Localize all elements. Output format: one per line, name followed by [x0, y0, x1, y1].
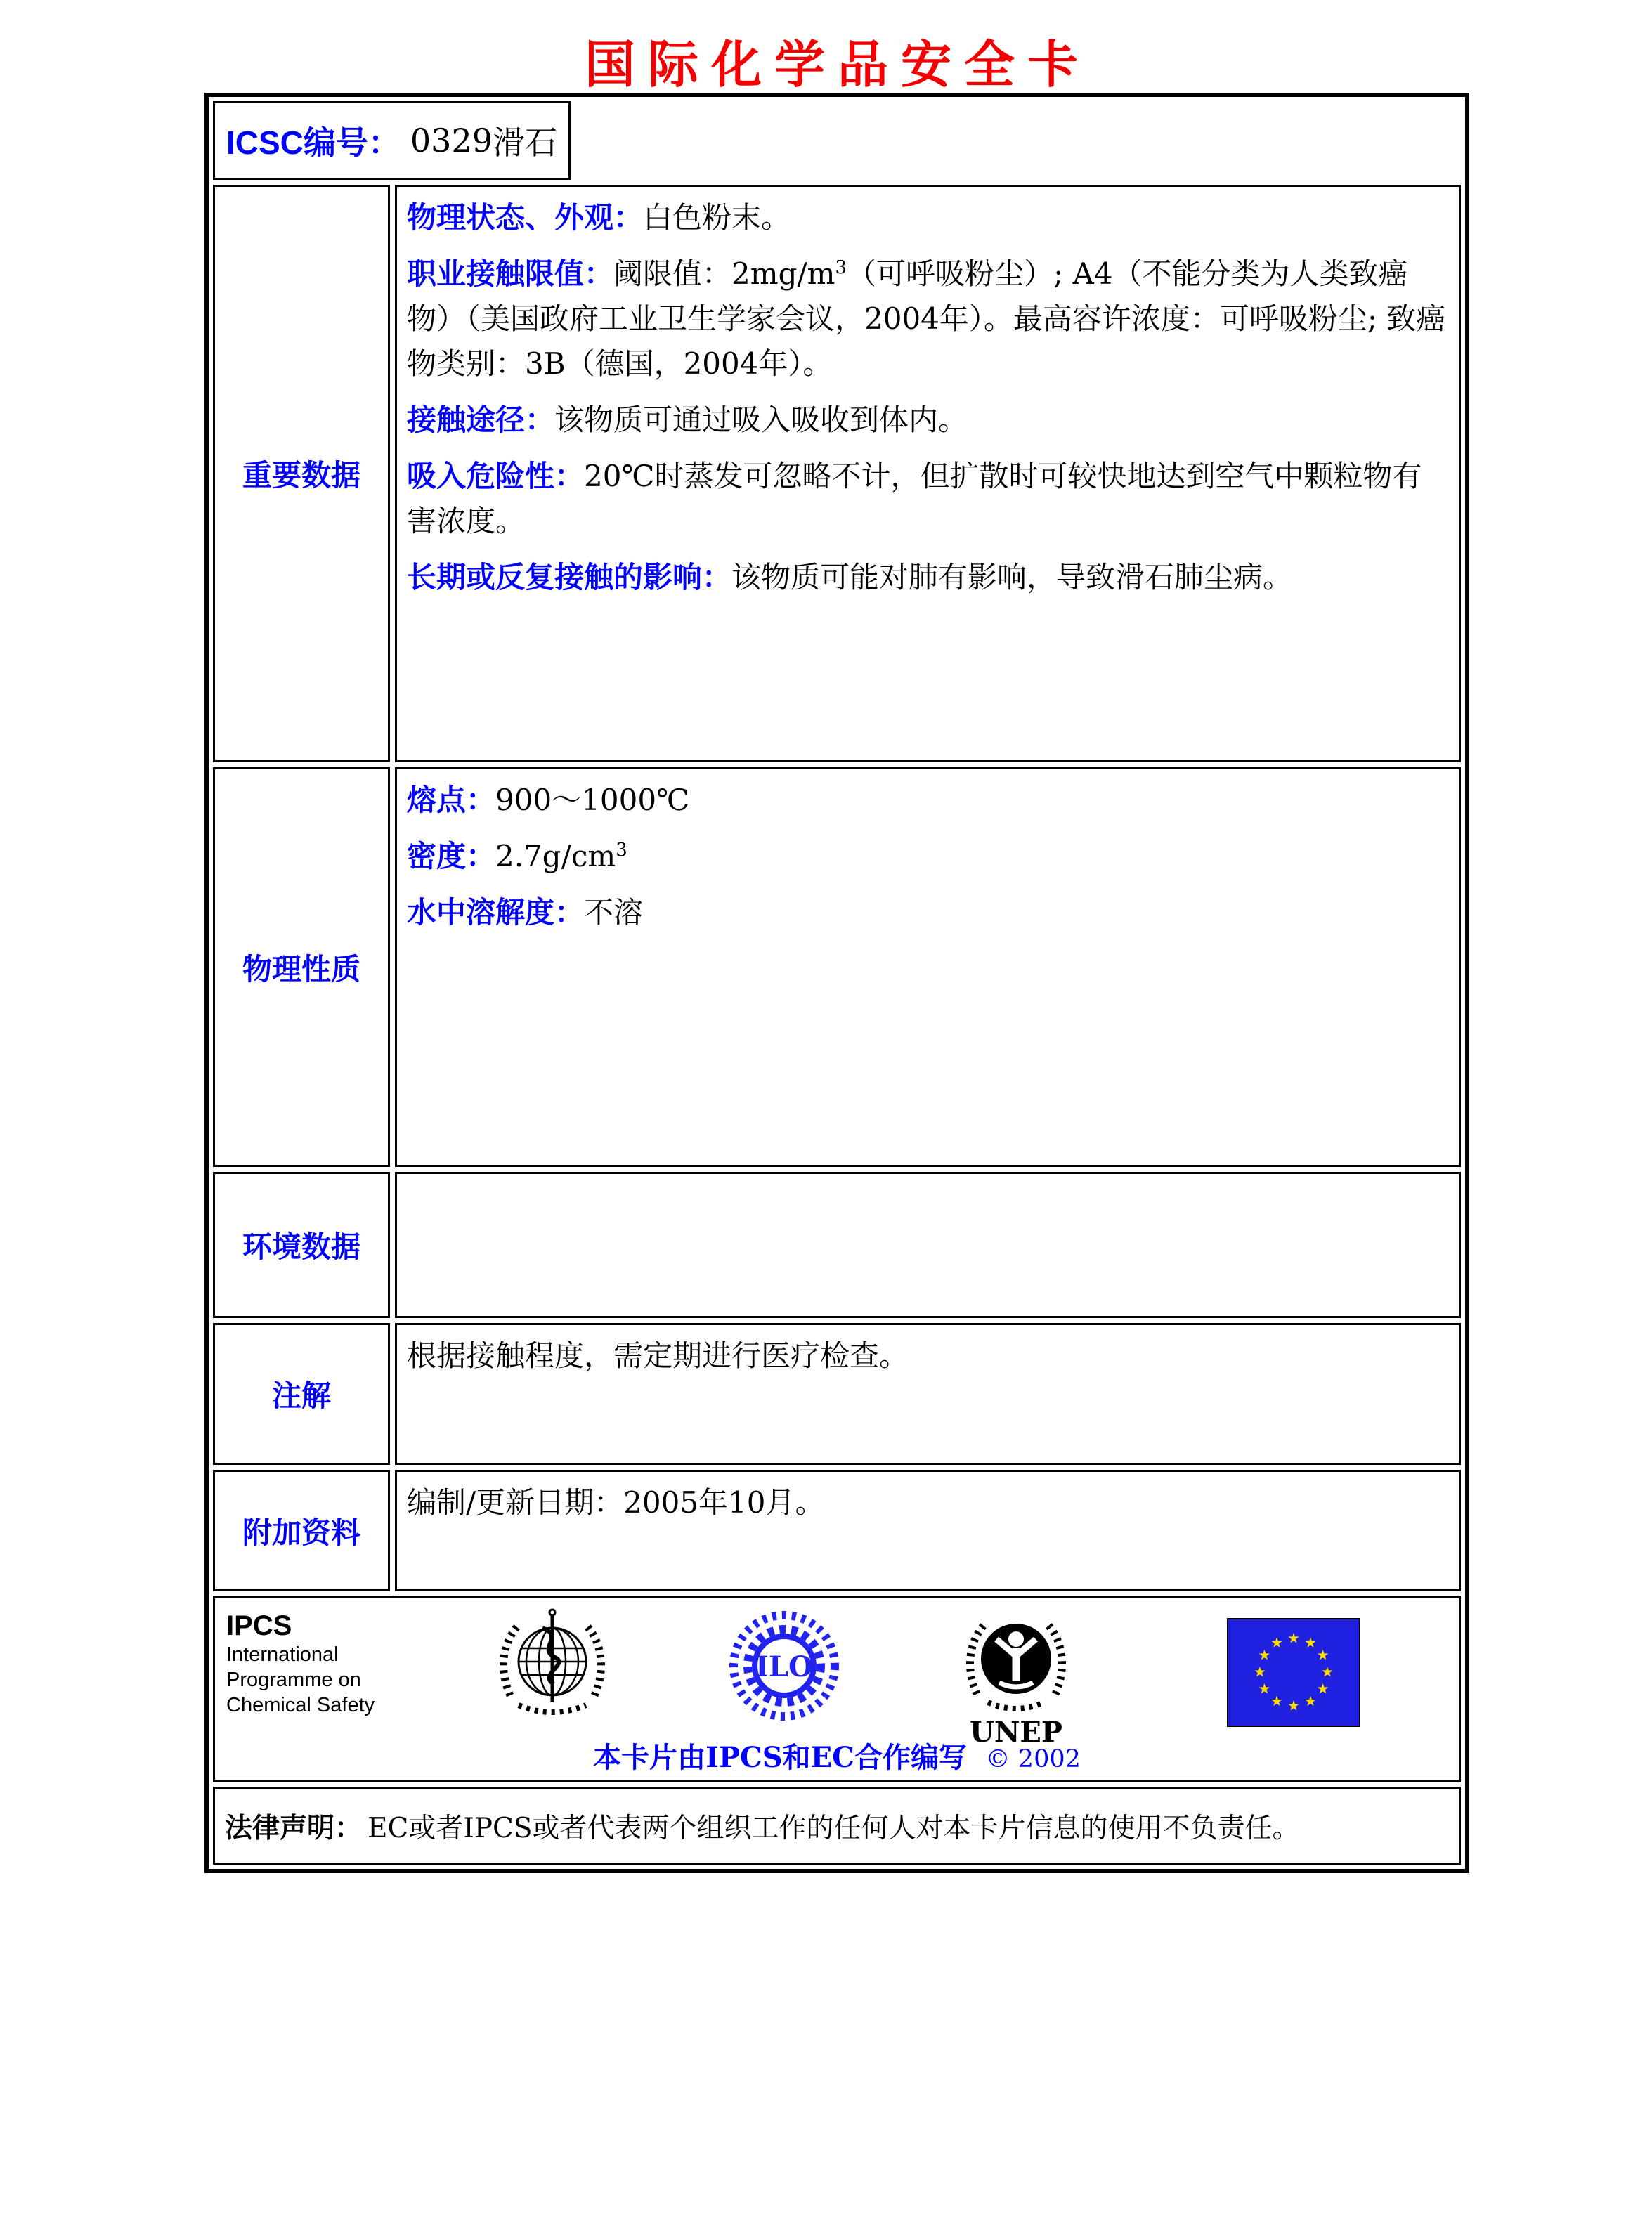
physical-properties-content [395, 767, 1461, 1167]
paragraph-occupational-limits: 职业接触限值：阈限值：$2mg/m^3$（可呼吸粉尘）; A4（不能分类为人类致癌物）（美国政府工业卫生学家会议，2004年）。最高容许浓度：可呼吸粉尘; 致癌物类别：3B（德国，2004年）。 [407, 256, 1446, 381]
additional-info-row [213, 1470, 1461, 1591]
additional-info-content [395, 1470, 1461, 1591]
notes-content [395, 1323, 1461, 1465]
ilo-wordmark: ILO [755, 1650, 813, 1683]
header-cell [213, 101, 571, 180]
footer-copyright: © 2002 [985, 1745, 1081, 1773]
footer-logos-row [213, 1596, 1461, 1782]
paragraph-update-date: 编制/更新日期：2005年10月。 [407, 1485, 825, 1520]
header-row [213, 101, 1461, 180]
legal-text: EC或者IPCS或者代表两个组织工作的任何人对本卡片信息的使用不负责任。 [368, 1812, 1300, 1844]
footer-logos-cell [213, 1596, 1461, 1782]
ipcs-line-1: International [226, 1643, 339, 1666]
important-data-row [213, 185, 1461, 762]
who-logo-icon [496, 1605, 609, 1728]
physical-properties-row [213, 767, 1461, 1167]
section-label-notes: 注解 [213, 1323, 390, 1465]
notes-row [213, 1323, 1461, 1465]
environmental-data-content [395, 1172, 1461, 1318]
ipcs-title: IPCS [226, 1610, 292, 1641]
unep-logo-icon [960, 1603, 1072, 1749]
important-data-content [395, 185, 1461, 762]
paragraph-exposure-routes: 接触途径：该物质可通过吸入吸收到体内。 [407, 403, 968, 437]
paragraph-inhalation-risk: 吸入危险性：20℃时蒸发可忽略不计，但扩散时可较快地达到空气中颗粒物有害浓度。 [407, 459, 1422, 538]
section-label-important-data: 重要数据 [213, 185, 390, 762]
legal-row [213, 1787, 1461, 1865]
paragraph-melting-point: 熔点：900～1000℃ [407, 783, 690, 817]
substance-name: 滑石 [492, 124, 557, 162]
paragraph-physical-state: 物理状态、外观：白色粉末。 [407, 200, 791, 235]
icsc-number-value: 0329 [410, 122, 493, 159]
section-label-physical-properties: 物理性质 [213, 767, 390, 1167]
section-label-additional-info: 附加资料 [213, 1470, 390, 1591]
paragraph-notes: 根据接触程度，需定期进行医疗检查。 [407, 1338, 909, 1373]
footer-caption [215, 1735, 1459, 1775]
eu-flag-icon [1227, 1618, 1360, 1730]
legal-cell [213, 1787, 1461, 1865]
environmental-data-row [213, 1172, 1461, 1318]
ipcs-text-block [226, 1610, 375, 1718]
icsc-number-label: ICSC编号： [226, 124, 401, 161]
ipcs-line-2: Programme on [226, 1669, 361, 1691]
paragraph-longterm-effects: 长期或反复接触的影响：该物质可能对肺有影响，导致滑石肺尘病。 [407, 560, 1293, 594]
unep-wordmark: UNEP [969, 1716, 1063, 1747]
section-label-environmental-data: 环境数据 [213, 1172, 390, 1318]
icsc-card-table [204, 93, 1469, 1873]
legal-label: 法律声明： [225, 1813, 363, 1844]
ipcs-line-3: Chemical Safety [226, 1694, 375, 1716]
page-title: 国际化学品安全卡 [584, 37, 1091, 93]
ilo-logo-icon [728, 1607, 840, 1729]
footer-caption-text: 本卡片由IPCS和EC合作编写 [593, 1741, 967, 1774]
paragraph-water-solubility: 水中溶解度：不溶 [407, 895, 644, 930]
paragraph-density: 密度：$2.7g/cm^3$ [407, 839, 627, 873]
